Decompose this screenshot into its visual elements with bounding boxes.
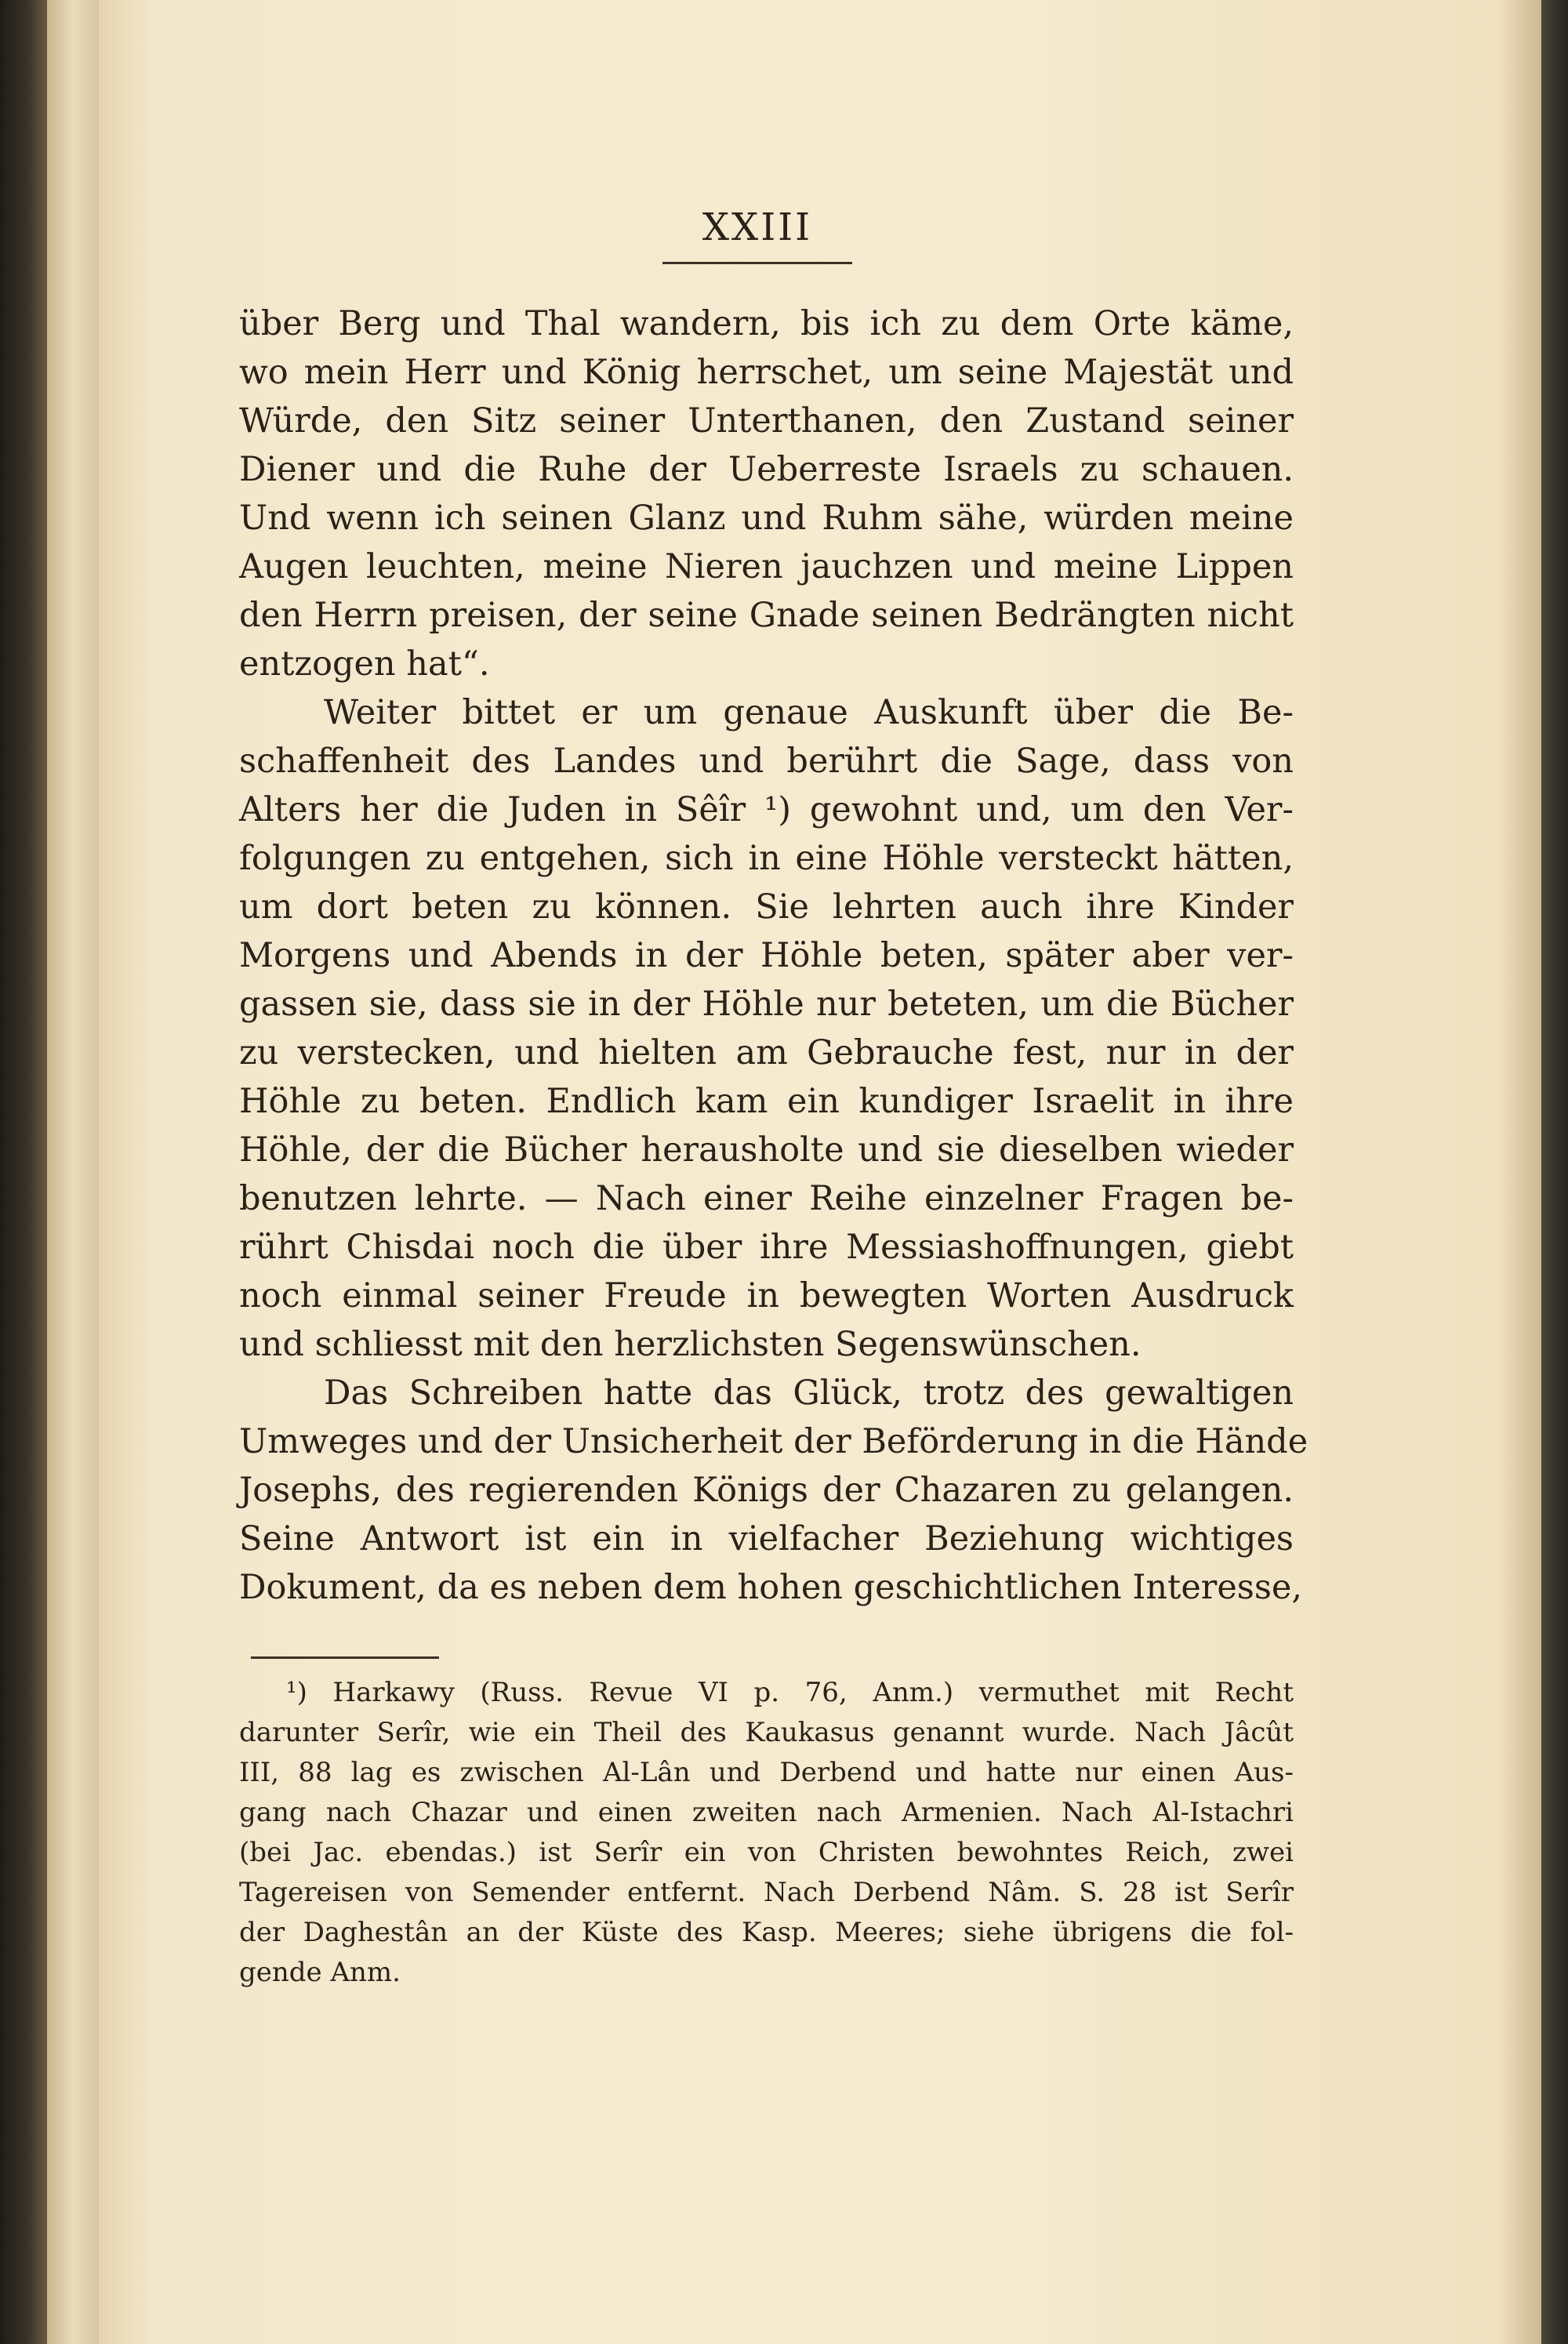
text-line: rührt Chisdai noch die über ihre Messiashoffnungen, giebt <box>239 1228 1294 1267</box>
footnote-line: III, 88 lag es zwischen Al-Lân und Derbend und hatte nur einen Aus- <box>239 1757 1294 1788</box>
footnote-line: (bei Jac. ebendas.) ist Serîr ein von Christen bewohntes Reich, zwei <box>239 1837 1294 1868</box>
text-line: Umweges und der Unsicherheit der Beförderung in die Hände <box>239 1422 1308 1461</box>
text-line: wo mein Herr und König herrschet, um seine Majestät und <box>239 353 1294 392</box>
text-line: um dort beten zu können. Sie lehrten auch ihre Kinder <box>239 887 1294 927</box>
text-line: und schliesst mit den herzlichsten Segenswünschen. <box>239 1325 1142 1364</box>
text-line: Dokument, da es neben dem hohen geschichtlichen Interesse, <box>239 1568 1303 1607</box>
text-line: über Berg und Thal wandern, bis ich zu dem Orte käme, <box>239 304 1294 343</box>
footnote-line: Tagereisen von Semender entfernt. Nach Derbend Nâm. S. 28 ist Serîr <box>239 1877 1294 1908</box>
text-line: zu verstecken, und hielten am Gebrauche fest, nur in der <box>239 1033 1294 1072</box>
book-cover-edge <box>1541 0 1568 2344</box>
footnote-rule <box>251 1656 439 1659</box>
text-line: Seine Antwort ist ein in vielfacher Beziehung wichtiges <box>239 1519 1294 1558</box>
text-line: Augen leuchten, meine Nieren jauchzen und meine Lippen <box>239 547 1294 586</box>
text-line: Morgens und Abends in der Höhle beten, später aber ver- <box>239 936 1294 975</box>
text-line: Weiter bittet er um genaue Auskunft über die Be- <box>324 693 1294 732</box>
text-line: Josephs, des regierenden Königs der Chazaren zu gelangen. <box>239 1471 1294 1510</box>
text-line: Alters her die Juden in Sêîr ¹) gewohnt und, um den Ver- <box>239 790 1294 829</box>
text-line: gassen sie, dass sie in der Höhle nur beteten, um die Bücher <box>239 985 1294 1024</box>
footnote-line: gang nach Chazar und einen zweiten nach Armenien. Nach Al-Istachri <box>239 1797 1294 1828</box>
page-number: XXIII <box>702 205 813 249</box>
text-line: schaffenheit des Landes und berührt die Sage, dass von <box>239 742 1294 781</box>
text-line: entzogen hat“. <box>239 644 490 684</box>
footnotes <box>239 1673 1294 1993</box>
text-line: noch einmal seiner Freude in bewegten Worten Ausdruck <box>239 1276 1294 1315</box>
footnote-line: ¹) Harkawy (Russ. Revue VI p. 76, Anm.) vermuthet mit Recht <box>286 1677 1294 1708</box>
text-line: Höhle, der die Bücher herausholte und sie dieselben wieder <box>239 1130 1294 1170</box>
text-line: den Herrn preisen, der seine Gnade seinen Bedrängten nicht <box>239 596 1294 635</box>
footnote-line: darunter Serîr, wie ein Theil des Kaukasus genannt wurde. Nach Jâcût <box>239 1717 1294 1748</box>
footnote-line: der Daghestân an der Küste des Kasp. Meeres; siehe übrigens die fol- <box>239 1917 1294 1948</box>
text-line: Höhle zu beten. Endlich kam ein kundiger Israelit in ihre <box>239 1082 1294 1121</box>
text-line: benutzen lehrte. — Nach einer Reihe einzelner Fragen be- <box>239 1179 1294 1218</box>
text-line: Das Schreiben hatte das Glück, trotz des gewaltigen <box>324 1373 1294 1413</box>
body-text <box>239 299 1308 1612</box>
footnote-line: gende Anm. <box>239 1957 401 1988</box>
text-line: Und wenn ich seinen Glanz und Ruhm sähe, würden meine <box>239 499 1294 538</box>
header-rule <box>662 262 852 264</box>
text-line: folgungen zu entgehen, sich in eine Höhle versteckt hätten, <box>239 839 1294 878</box>
text-line: Würde, den Sitz seiner Unterthanen, den Zustand seiner <box>239 401 1294 441</box>
text-line: Diener und die Ruhe der Ueberreste Israels zu schauen. <box>239 450 1294 489</box>
left-page-edge <box>47 0 99 2344</box>
book-spine <box>0 0 47 2344</box>
